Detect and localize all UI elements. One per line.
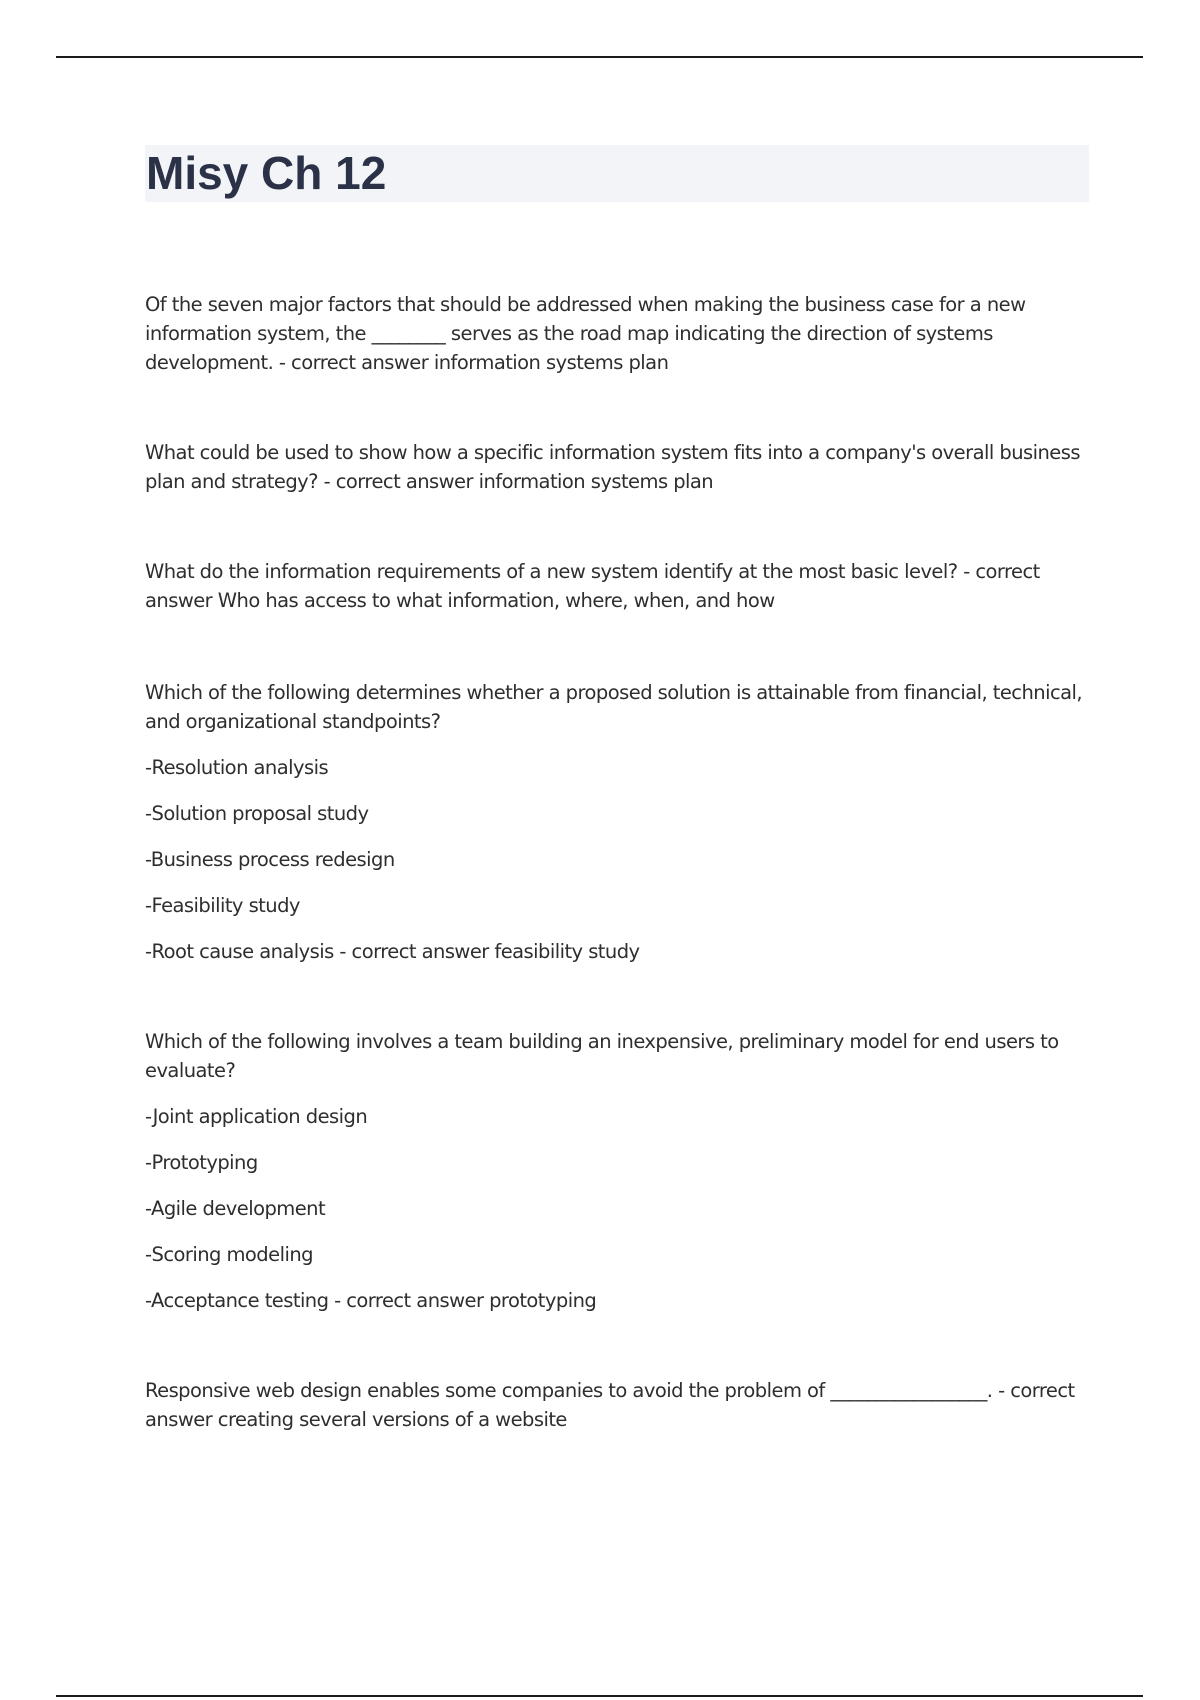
qa-item: [145, 290, 1090, 377]
answer-option: -Acceptance testing - correct answer prototyping: [145, 1289, 597, 1312]
answer-option: -Joint application design: [145, 1105, 368, 1128]
question-text: What could be used to show how a specific information system fits into a company's overall business plan and strategy? - correct answer information systems plan: [145, 441, 1080, 493]
question-text: Which of the following determines whether a proposed solution is attainable from financial, technical, and organizational standpoints?: [145, 681, 1083, 733]
answer-option: -Agile development: [145, 1197, 326, 1220]
qa-item: [145, 1027, 1090, 1315]
qa-item: [145, 1376, 1090, 1434]
answer-option: -Resolution analysis: [145, 756, 329, 779]
answer-option: -Prototyping: [145, 1151, 258, 1174]
question-text: What do the information requirements of a new system identify at the most basic level? - correct answer Who has access to what information, where, when, and how: [145, 560, 1040, 612]
question-text: Responsive web design enables some companies to avoid the problem of _________________. - correct answer creating several versions of a website: [145, 1379, 1075, 1431]
question-text: Which of the following involves a team building an inexpensive, preliminary model for end users to evaluate?: [145, 1030, 1059, 1082]
qa-item: [145, 438, 1090, 496]
qa-item: [145, 557, 1090, 615]
bottom-rule: [56, 1695, 1143, 1697]
page-title: Misy Ch 12: [146, 147, 387, 199]
answer-option: -Scoring modeling: [145, 1243, 313, 1266]
answer-option: -Feasibility study: [145, 894, 300, 917]
qa-item: [145, 678, 1090, 966]
top-rule: [56, 56, 1143, 58]
question-text: Of the seven major factors that should be addressed when making the business case for a new information system, the ________ serves as the road map indicating the direction of systems development. - correct answer information systems plan: [145, 293, 1026, 374]
answer-option: -Business process redesign: [145, 848, 395, 871]
answer-option: -Root cause analysis - correct answer feasibility study: [145, 940, 640, 963]
document-body: [145, 290, 1090, 1434]
answer-option: -Solution proposal study: [145, 802, 369, 825]
